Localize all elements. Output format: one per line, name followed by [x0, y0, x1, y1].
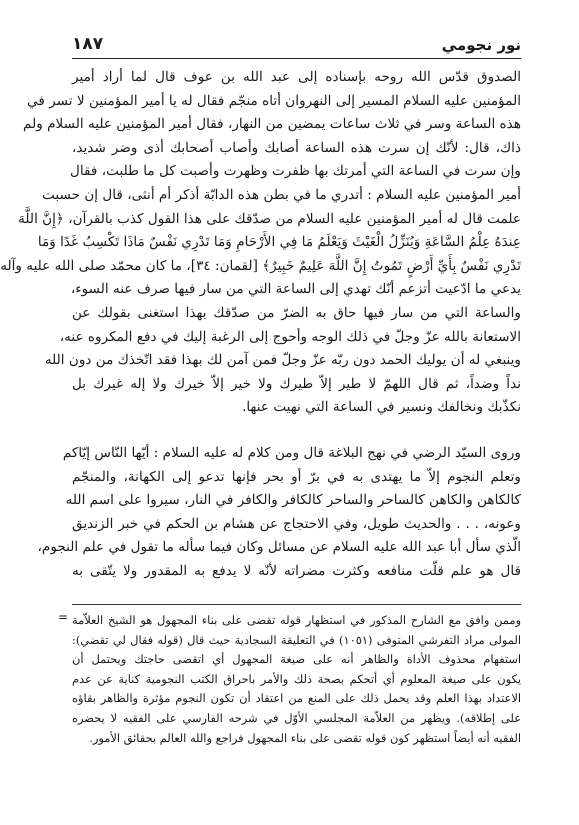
text-line: والساعة التي من سار فيها حاق به الضرّ من صدّقك بهذا استغنى بقولك عن — [72, 304, 521, 321]
quran-verse-line: تَدْرِي نَفْسٌ بِأَيِّ أَرْضٍ تَمُوتُ إِنَّ اللَّهَ عَلِيمٌ خَبِيرٌ﴾ [لقمان: ٣٤]، ما كان محمّد صلى الله عليه وآله — [0, 257, 521, 274]
running-title: نور نجومي — [441, 36, 521, 54]
main-text — [0, 66, 521, 583]
page-number: ١٨٧ — [72, 34, 104, 54]
text-line: الّذي سأل أبا عبد الله عليه السلام عن مسائل وكان فيما سأله ما تقول في علم النجوم، — [37, 539, 521, 556]
text-line: علمت قال له أمير المؤمنين عليه السلام من صدّقك على هذا القول كذب بالقرآن، ﴿إِنَّ اللَّهَ — [18, 210, 521, 227]
footnote-line: يكون على صيغة المعلوم أي أتحكم بصحة ذلك والأمر باحراق الكتب النجومية كناية عن عدم — [72, 671, 521, 686]
text-line: قال هو علم قلّت منافعه وكثرت مضراته لأنّه لا يدفع به المقدور ولا يتّقى به — [72, 562, 521, 579]
text-line: هذه الساعة وسر في ثلاث ساعات يمضين من النهار، فقال أمير المؤمنين عليه السلام ولم — [23, 116, 521, 133]
text-line: وعونه، . . . والحديث طويل، وفي الاحتجاج عن هشام بن الحكم في خبر الزنديق — [72, 515, 521, 532]
paragraph-2 — [37, 442, 521, 584]
footnotes — [58, 604, 521, 748]
footnote-line: الاعتداد بهذا العلم وقد يحمل ذلك على المنع من اعتقاد أن تكون النجوم مؤثرة والظاهر بقاؤه — [72, 691, 521, 706]
text-line: ذاك، قال: لأنّك إن سرت هذه الساعة أصابك وأصاب أصحابك أذى وضر شديد، — [72, 139, 521, 156]
text-line: المؤمنين عليه السلام المسير إلى النهروان أتاه منجّم فقال له يا أمير المؤمنين لا تسر في — [27, 92, 521, 109]
text-line: كالكاهن والكاهن كالساحر والساحر كالكافر والكافر في النار، سيروا على اسم الله — [65, 492, 521, 509]
footnote-line: على إطلاقه). ويظهر من العلاّمة المجلسي الأوّل في شرحه الفارسي على الفقيه لا يحضره — [72, 710, 521, 725]
footnote-line: استفهام محذوف الأداة والظاهر أنه على صيغة المجهول أي اتقضى حاجتك ويحتمل أن — [72, 652, 521, 667]
text-line: نداً وضداً، ثم قال اللهمّ لا طير إلاّ طيرك ولا خير إلاّ خيرك ولا إله غيرك بل — [72, 375, 521, 392]
paragraph-1 — [0, 66, 521, 420]
footnote-continuation-marker: = — [58, 610, 69, 624]
text-line: الصدوق قدّس الله روحه بإسناده إلى عبد الله بن عوف قال لما أراد أمير — [72, 69, 521, 85]
page-header — [72, 30, 521, 54]
text-line: نكذّبك ونخالفك ونسير في الساعة التي نهيت عنها. — [242, 399, 521, 416]
text-line: يدعي ما ادّعيت أتزعم أنّك تهدي إلى الساعة التي من سار فيها صرف عنه السوء، — [70, 281, 521, 298]
header-rule — [72, 58, 521, 59]
footnote-rule — [72, 604, 521, 605]
text-line: وإن سرت في الساعة التي أمرتك بها ظفرت وظهرت وأصبت كل ما طلبت، فقال — [70, 163, 521, 180]
footnote-line: المولى مراد التفرشي المتوفى (١٠٥١) في التعليقة السجادية حيث قال (قوله فقال لي تقضي): — [72, 632, 521, 647]
text-line: أمير المؤمنين عليه السلام : أتدري ما في بطن هذه الدابّة أذكر أم أنثى، قال إن حسبت — [42, 186, 521, 203]
footnote-line: الفقيه أنه أيضاً استظهر كون قوله تقضى على بناء المجهول فراجع والله العالم بحقائق الأمور. — [89, 730, 521, 745]
text-line: وتعلم النجوم إلاّ ما يهتدى به في برّ أو بحر فإنها تدعو إلى الكهانة، والمنجّم — [72, 468, 521, 485]
text-line: الاستعانة بالله عزّ وجلّ في ذلك الوجه وأحوج إلى الرغبة إليك في دفع المكروه عنه، — [59, 328, 521, 345]
footnote-line: وممن وافق مع الشارح المذكور في استظهار قوله تقضى على بناء المجهول هو الشيخ العلاّمة — [72, 613, 521, 627]
text-line: وينبغي له أن يوليك الحمد دون ربّه عزّ وجلّ فمن آمن لك بهذا فقد اتّخذك من دون الله — [44, 352, 521, 369]
paragraph-gap — [72, 420, 521, 442]
quran-verse-line: عِندَهُ عِلْمُ السَّاعَةِ وَيُنَزِّلُ الْغَيْثَ وَيَعْلَمُ مَا فِي الأَرْحَامِ وَمَا تَدْرِي نَفْسٌ مَاذَا تَكْسِبُ غَدًا وَمَا — [37, 234, 521, 251]
text-line: وروى السيّد الرضي في نهج البلاغة قال ومن كلام له عليه السلام : أيّها النّاس إيّاكم — [62, 444, 521, 461]
